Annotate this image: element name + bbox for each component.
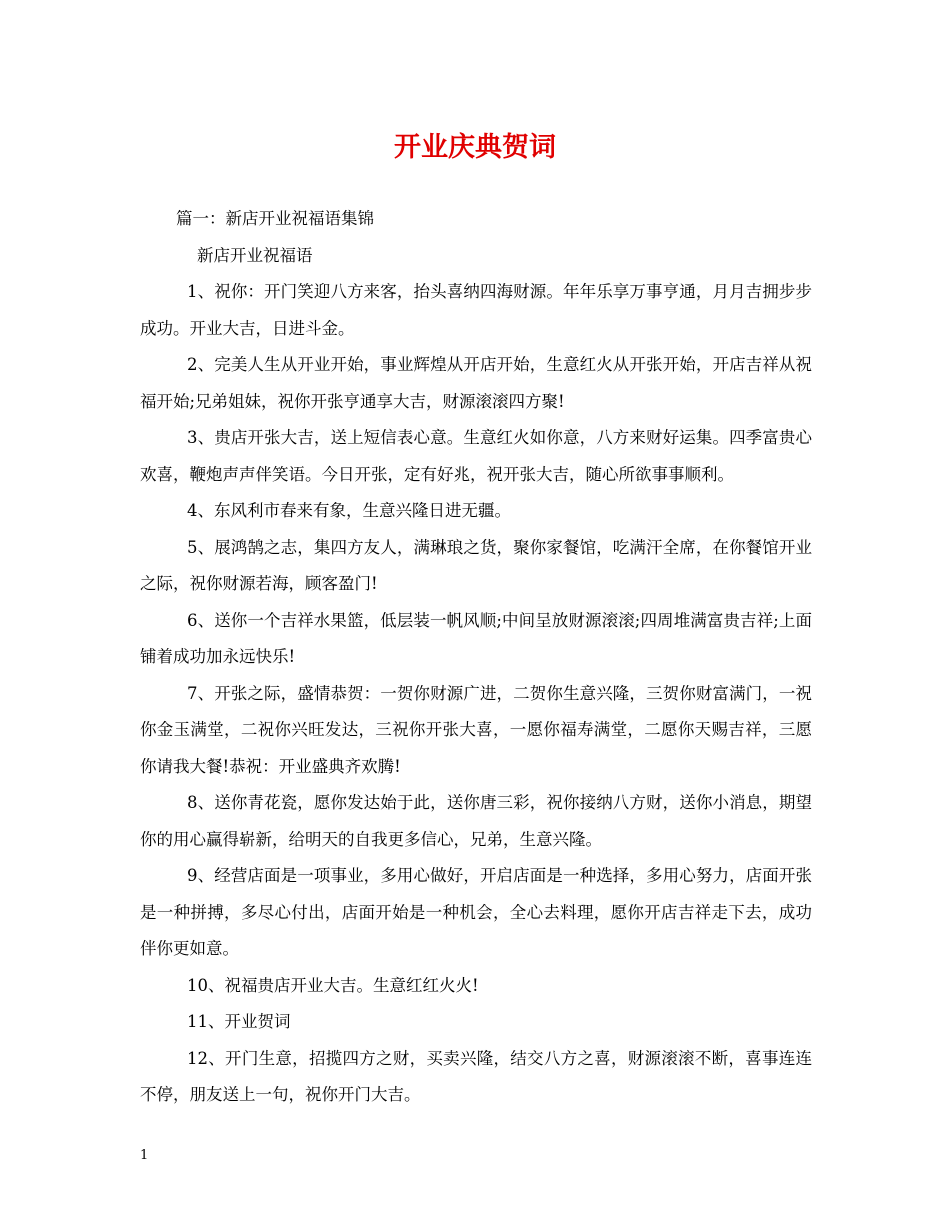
list-item: 3、贵店开张大吉，送上短信表心意。生意红火如你意，八方来财好运集。四季富贵心欢喜，鞭炮声声伴笑语。今日开张，定有好兆，祝开张大吉，随心所欲事事顺利。 <box>140 428 812 484</box>
list-item: 12、开门生意，招揽四方之财，买卖兴隆，结交八方之喜，财源滚滚不断，喜事连连不停，朋友送上一句，祝你开门大吉。 <box>140 1048 812 1104</box>
page-number: 1 <box>140 1148 149 1163</box>
document-body <box>140 201 812 1114</box>
section-heading: 篇一：新店开业祝福语集锦 <box>176 209 374 228</box>
list-item: 11、开业贺词 <box>187 1012 291 1031</box>
list-item: 7、开张之际，盛情恭贺：一贺你财源广进，二贺你生意兴隆，三贺你财富满门，一祝你金玉满堂，二祝你兴旺发达，三祝你开张大喜，一愿你福寿满堂，二愿你天赐吉祥，三愿你请我大餐!恭祝：开业盛典齐欢腾! <box>140 683 812 776</box>
list-item: 2、完美人生从开业开始，事业辉煌从开店开始，生意红火从开张开始，开店吉祥从祝福开始;兄弟姐妹，祝你开张亨通享大吉，财源滚滚四方聚! <box>140 355 812 411</box>
list-item: 10、祝福贵店开业大吉。生意红红火火! <box>187 975 479 995</box>
list-item: 5、展鸿鹄之志，集四方友人，满琳琅之货，聚你家餐馆，吃满汗全席，在你餐馆开业之际，祝你财源若海，顾客盈门! <box>140 537 812 593</box>
subheading: 新店开业祝福语 <box>197 245 313 265</box>
document-title: 开业庆典贺词 <box>394 132 556 163</box>
list-item: 9、经营店面是一项事业，多用心做好，开启店面是一种选择，多用心努力，店面开张是一种拼搏，多尽心付出，店面开始是一种机会，全心去料理，愿你开店吉祥走下去，成功伴你更如意。 <box>140 866 812 958</box>
list-item: 6、送你一个吉祥水果篮，低层装一帆风顺;中间呈放财源滚滚;四周堆满富贵吉祥;上面铺着成功加永远快乐! <box>140 610 812 666</box>
list-item: 1、祝你：开门笑迎八方来客，抬头喜纳四海财源。年年乐享万事亨通，月月吉拥步步成功。开业大吉，日进斗金。 <box>140 282 812 338</box>
list-item: 8、送你青花瓷，愿你发达始于此，送你唐三彩，祝你接纳八方财，送你小消息，期望你的用心赢得崭新，给明天的自我更多信心，兄弟，生意兴隆。 <box>140 793 812 849</box>
list-item: 4、东风利市春来有象，生意兴隆日进无疆。 <box>187 501 511 520</box>
